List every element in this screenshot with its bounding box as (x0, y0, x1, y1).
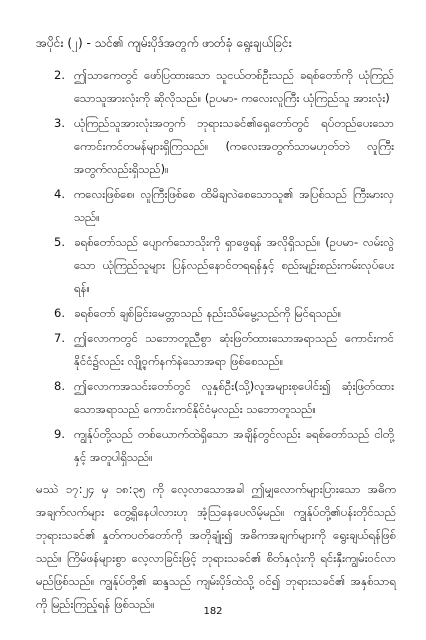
body-paragraph: မဿဲ ၁၇:၂၄ မှ ၁၈:၃၅ ကို လေ့လာသောအခါ ဤမျှလောက်များပြားသော အဓိကအချက်လက်များ တွေ့ရှိနေပါလားဟု အံ့သြနေပေလိမ့်မည်။ ကျွန်ုပ်တို့၏ပန်းတိုင်သည် ဘုရားသခင်၏ နှုတ်ကပတ်တော်ကို အတိုချုံး၍ အဓိကအချက်များကို ရွေးချယ်ရန်ဖြစ်သည်။ ကြိမ်ဖန်များစွာ လေ့လာခြင်းဖြင့် ဘုရားသခင်၏ စိတ်နှလုံးကို ရင်းနှီးကျွမ်းဝင်လာမည်ဖြစ်သည်။ ကျွန်ုပ်တို့၏ ဆန္ဒသည် ကျမ်းပိုဒ်ထဲသို့ ဝင်၍ ဘုရားသခင်၏ အနှစ်သာရကို မြည်းကြည့်ရန် ဖြစ်သည်။ (36, 482, 396, 611)
list-item-text: ဤလောကအသင်းတော်တွင် လူနှစ်ဦး(သို့)လူအများစုပေါင်း၍ ဆုံးဖြတ်ထားသောအရာသည် ကောင်းကင်နိုင်ငံမှလည်း သဘောတူသည်။ (74, 379, 394, 416)
list-item-text: ကျွန်ုပ်တို့သည် တစ်ယောက်ထဲရှိသော အချိန်တွင်လည်း ခရစ်တော်သည် ငါတို့နှင့် အတူပါရှိသည်။ (74, 427, 394, 464)
list-item-text: ဤလောကတွင် သဘောတူညီစွာ ဆုံးဖြတ်ထားသောအရာသည် ကောင်းကင်နိုင်ငံ၌လည်း လျို့ဝှက်နက်နဲသောအရာ ဖြစ်စေသည်။ (74, 331, 394, 368)
list-item-number: 8. (54, 379, 65, 393)
list-item-text: ကလေးဖြစ်စေ၊ လူကြီးဖြစ်စေ ထိမိချလဲစေသောသူ၏ အပြစ်သည် ကြီးမားလှသည်။ (74, 187, 394, 224)
page-number: 182 (203, 606, 223, 617)
list-item (54, 302, 394, 325)
numbered-list (54, 64, 394, 471)
list-item (54, 327, 394, 373)
list-item-text: ယုံကြည်သူအားလုံးအတွက် ဘုရားသခင်၏ရှေတော်တွင် ရပ်တည်ပေးသော ကောင်းကင်တမန်များရှိကြသည်။ (ကလေးအတွက်သာမဟုတ်ဘဲ လူကြီးအတွက်လည်းရှိသည်)။ (74, 116, 394, 176)
list-item (54, 423, 394, 469)
list-item-number: 9. (54, 427, 65, 441)
list-item-number: 4. (54, 187, 65, 201)
list-item-number: 2. (54, 68, 65, 82)
list-item (54, 64, 394, 110)
list-item-number: 3. (54, 116, 65, 130)
list-item-number: 5. (54, 235, 65, 249)
list-item (54, 231, 394, 300)
list-item (54, 112, 394, 181)
list-item-number: 6. (54, 306, 65, 320)
list-item-text: ဤသာကေတွင် ဖော်ပြထားသော သူငယ်တစ်ဦးသည် ခရစ်တော်ကို ယုံကြည်သောသူအားလုံးကို ဆိုလိုသည်။ (ဥပမာ- ကလေးလူကြီး ယုံကြည်သူ အားလုံး) (74, 68, 394, 105)
list-item-number: 7. (54, 331, 65, 345)
list-item-text: ခရစ်တော်သည် ပျောက်သောသိုးကို ရှာဖွေရန် အလိုရှိသည်။ (ဥပမာ- လမ်းလွဲသော ယုံကြည်သူများ ပြန်လည်နောင်တရရန်နှင့် စည်းမျဉ်းစည်းကမ်းလုပ်ပေးရန်။ (74, 235, 394, 295)
list-item (54, 183, 394, 229)
section-heading: အပိုင်း (၂) - သင်၏ ကျမ်းပိုဒ်အတွက် ဖာတ်ခုံ ရွေးချယ်ခြင်း (36, 36, 292, 50)
list-item (54, 375, 394, 421)
list-item-text: ခရစ်တော် ချစ်ခြင်းမေတ္တာသည် နည်းသိမ်မွေ့သည်ကို မြင်ရသည်။ (74, 306, 342, 320)
